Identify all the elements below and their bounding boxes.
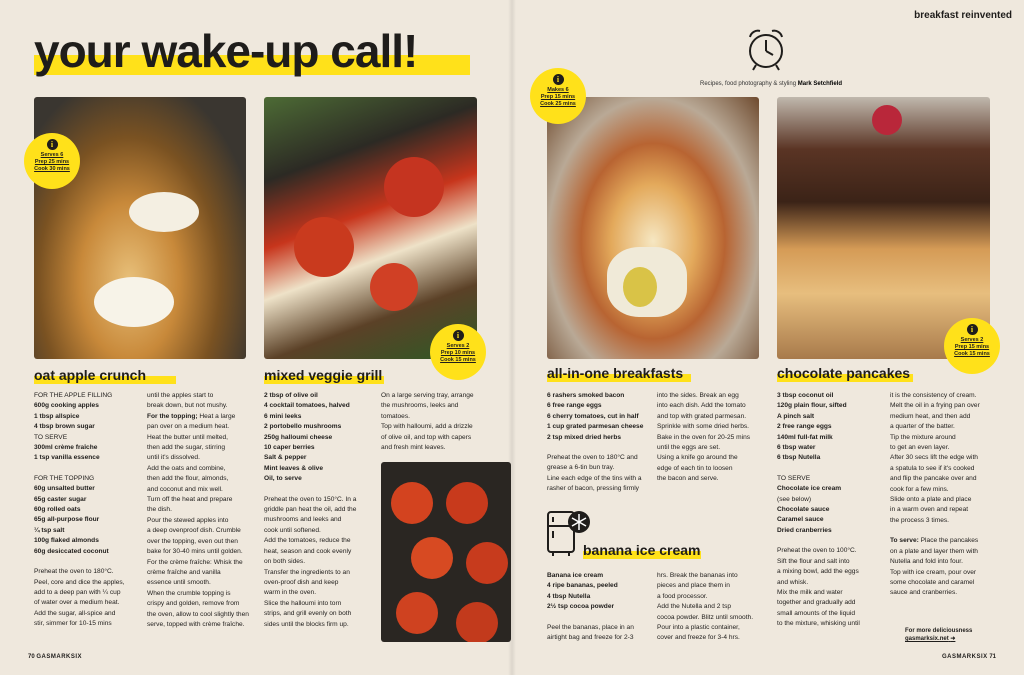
method-line: it is the consistency of cream. [890, 392, 977, 399]
info-icon: i [453, 330, 464, 341]
method-line: in a warm oven and repeat [890, 506, 969, 514]
badge-cook: Cook 15 mins [440, 357, 476, 364]
ingredient-line: 6 tbsp water [777, 444, 816, 452]
method-line: of water over a medium heat. [34, 599, 120, 607]
method-line: together and gradually add [777, 599, 856, 607]
ingredient-line: 600g cooking apples [34, 402, 99, 410]
method-line: Top with ice cream, pour over [890, 568, 977, 576]
method-line: stir, simmer for 10-15 mins [34, 620, 112, 628]
method-line: Using a knife go around the [657, 454, 738, 462]
ingredient-line: 4 tbsp brown sugar [34, 423, 95, 431]
line-gap [547, 613, 659, 623]
ingredient-line: Oil, to serve [264, 475, 302, 483]
method-line: a food processor. [657, 592, 708, 600]
ingredient-line: 4 ripe bananas, peeled [547, 582, 618, 590]
ingredient-line: 2½ tsp cocoa powder [547, 603, 615, 611]
recipe-column [34, 391, 146, 630]
recipe-column [777, 391, 889, 630]
credit-name: Mark Setchfield [797, 81, 843, 87]
ingredient-line: 1 tbsp allspice [34, 412, 80, 420]
lead-in: For the topping; [147, 412, 198, 420]
ingredient-line: 4 cocktail tomatoes, halved [264, 402, 350, 410]
method-line: bake for 30-40 mins until golden. [147, 548, 243, 556]
method-line: small amounts of the liquid [777, 609, 856, 617]
badge-makes: Makes 6 [547, 87, 569, 93]
method-line: of olive oil, and top with capers [381, 433, 472, 441]
page-number-left: 70 [28, 654, 35, 660]
method-line: crispy and golden, remove from [147, 600, 240, 608]
ingredient-line: 60g rolled oats [34, 506, 81, 514]
method-line: to the mixture, whisking until [777, 620, 860, 628]
method-line: cocoa powder. Blitz until smooth. [657, 613, 754, 621]
method-line: heat, season and cook evenly [264, 547, 352, 555]
lead-in: To serve: [890, 537, 919, 545]
ingredient-line: 65g caster sugar [34, 495, 87, 503]
method-line: some chocolate and caramel [890, 578, 975, 586]
method-line: Add the oats and combine, [147, 464, 226, 472]
ingredient-line: 1 tsp vanilla essence [34, 454, 100, 462]
badge-prep: Prep 25 mins [34, 159, 70, 166]
method-line: griddle pan heat the oil, add the [264, 506, 357, 514]
method-line: FOR THE TOPPING [34, 474, 95, 482]
method-line: strips, and grill evenly on both [264, 610, 352, 618]
method-line: the oven, allow to cool slightly then [147, 610, 249, 618]
method-line: and flip the pancake over and [890, 475, 977, 483]
ingredient-line: Banana ice cream [547, 572, 604, 579]
ingredient-line: 100g flaked almonds [34, 537, 99, 545]
method-line: Tip the mixture around [890, 433, 956, 441]
ingredient-line: 6 tbsp Nutella [777, 454, 821, 462]
method-line: Sprinkle with some dried herbs. [657, 423, 749, 431]
ingredient-line: 3 tbsp coconut oil [777, 392, 834, 399]
recipe-column [381, 391, 493, 453]
method-line: Preheat the oven to 150°C. In a [264, 495, 357, 503]
method-line: Bake in the oven for 20-25 mins [657, 433, 751, 441]
badge-prep: Prep 15 mins [540, 94, 576, 101]
method-line: TO SERVE [34, 433, 68, 441]
section-tag: breakfast reinvented [914, 10, 1012, 21]
method-line: Add the tomatoes, reduce the [264, 537, 351, 545]
info-icon: i [967, 324, 978, 335]
ingredient-line: 65g all-purpose flour [34, 516, 100, 524]
method-line: hrs. Break the bananas into [657, 572, 738, 579]
method-line: To serve: Place the pancakes [890, 537, 979, 545]
info-icon: i [47, 139, 58, 150]
method-line: into the sides. Break an egg [657, 392, 739, 399]
recipe-title-breakfast: all-in-one breakfasts [547, 365, 684, 381]
ingredient-line: 60g desiccated coconut [34, 547, 109, 555]
brand-logo: GASMARKSIX [941, 654, 988, 660]
website-link[interactable] [905, 635, 972, 643]
method-line: On a large serving tray, arrange [381, 392, 474, 399]
recipe-column [547, 391, 659, 495]
recipe-column [264, 391, 376, 630]
method-line: sauce and cranberries. [890, 589, 958, 597]
folio-right [942, 654, 996, 660]
ingredient-line: 6 rashers smoked bacon [547, 392, 625, 399]
method-line: Turn off the heat and prepare [147, 496, 233, 504]
method-line: on both sides. [264, 558, 306, 566]
badge-cook: Cook 30 mins [34, 166, 70, 173]
info-badge-oat [24, 133, 80, 189]
ingredient-line: 2 free range eggs [777, 423, 832, 431]
method-line: to get an even layer. [890, 444, 950, 452]
method-line: After 30 secs lift the edge with [890, 454, 978, 462]
method-line: then add the flour, almonds, [147, 475, 229, 483]
method-line: the dish. [147, 506, 172, 514]
method-line: Preheat the oven to 180°C. [34, 568, 114, 576]
info-icon: i [553, 74, 564, 85]
recipe-column [147, 391, 259, 630]
badge-serves: Serves 2 [446, 343, 470, 349]
method-line: Slide onto a plate and place [890, 496, 972, 504]
badge-serves: Serves 2 [960, 337, 984, 343]
method-line: rasher of bacon, pressing firmly [547, 485, 639, 493]
ingredient-line: Chocolate ice cream [777, 485, 842, 493]
ingredient-line: Caramel sauce [777, 516, 824, 524]
method-line: pieces and place them in [657, 582, 730, 590]
method-line: (see below) [777, 495, 812, 503]
photo-grilled-tomatoes [381, 462, 511, 642]
method-line: Preheat the oven to 180°C and [547, 454, 638, 462]
ingredient-line: A pinch salt [777, 412, 815, 420]
ingredient-line: Chocolate sauce [777, 506, 830, 514]
credit-prefix: Recipes, food photography & styling [700, 81, 797, 87]
recipe-column [657, 571, 769, 644]
ingredient-line: Salt & pepper [264, 454, 307, 462]
method-line: Heat the butter until melted, [147, 433, 229, 441]
line-gap [777, 536, 889, 546]
method-line: the process 3 times. [890, 516, 950, 524]
method-line: Preheat the oven to 100°C. [777, 547, 857, 555]
line-gap [890, 526, 1002, 536]
method-line: and top with grated parmesan. [657, 412, 747, 420]
photo-credit [700, 81, 842, 87]
method-line: For the topping; Heat a large [147, 412, 236, 420]
ingredient-line: 120g plain flour, sifted [777, 402, 847, 410]
method-line: a deep ovenproof dish. Crumble [147, 527, 241, 535]
method-line: Pour into a plastic container, [657, 624, 740, 632]
method-line: on a plate and layer them with [890, 547, 978, 555]
method-line: until it's dissolved. [147, 454, 200, 462]
method-line: sides until the blocks firm up. [264, 620, 349, 628]
ingredient-line: 4 tbsp Nutella [547, 592, 591, 600]
method-line: crème fraîche and vanilla [147, 568, 221, 576]
info-badge-breakfast [530, 68, 586, 124]
ingredient-line: 2 tsp mixed dried herbs [547, 433, 622, 441]
method-line: FOR THE APPLE FILLING [34, 392, 113, 399]
badge-cook: Cook 25 mins [540, 101, 576, 108]
method-line: grease a 6-tin bun tray. [547, 464, 615, 472]
page-number-right: 71 [989, 654, 996, 660]
recipe-column [657, 391, 769, 485]
method-line: medium heat, and then add [890, 412, 971, 420]
method-line: edge of each tin to loosen [657, 464, 733, 472]
method-line: Top with halloumi, add a drizzle [381, 423, 473, 431]
method-line: Melt the oil in a frying pan over [890, 402, 980, 410]
recipe-column [890, 391, 1002, 599]
method-line: until the eggs are set. [657, 444, 721, 452]
ingredient-line: 140ml full-fat milk [777, 433, 833, 441]
recipe-title-oat: oat apple crunch [34, 367, 147, 383]
photo-mixed-veggie-grill [264, 97, 477, 359]
method-line: Peel, core and dice the apples, [34, 578, 125, 586]
method-line: Pour the stewed apples into [147, 516, 229, 524]
method-line: break down, but not mushy. [147, 402, 228, 410]
ingredient-line: 60g unsalted butter [34, 485, 95, 493]
info-badge-veggie [430, 324, 486, 380]
method-line: cook until softened. [264, 526, 321, 534]
line-gap [264, 485, 376, 495]
method-line: When the crumble topping is [147, 589, 231, 597]
method-line: For the crème fraîche: Whisk the [147, 558, 243, 566]
ingredient-line: Dried cranberries [777, 526, 832, 534]
badge-cook: Cook 15 mins [954, 351, 990, 358]
brand-logo: GASMARKSIX [36, 654, 83, 660]
method-line: pan over on a medium heat. [147, 423, 230, 431]
method-line: Line each edge of the tins with a [547, 474, 642, 482]
method-line: the bacon and serve. [657, 475, 719, 483]
method-line: a mixing bowl, add the eggs [777, 568, 859, 576]
method-line: cook for a few mins. [890, 485, 949, 493]
method-line: Slice the halloumi into torn [264, 599, 342, 607]
ingredient-line: ¼ tsp salt [34, 526, 65, 534]
ingredient-line: 2 tbsp of olive oil [264, 392, 318, 399]
ingredient-line: 6 cherry tomatoes, cut in half [547, 412, 639, 420]
recipe-title-pancakes: chocolate pancakes [777, 365, 911, 381]
ingredient-line: Mint leaves & olive [264, 464, 323, 472]
line-gap [547, 443, 659, 453]
method-line: add to a deep pan with ¼ cup [34, 588, 121, 596]
method-line: a spatula to see if it's cooked [890, 464, 975, 472]
method-line: warm in the oven. [264, 589, 317, 597]
recipe-column [547, 571, 659, 643]
method-line: tomatoes. [381, 412, 410, 420]
photo-all-in-one-breakfasts [547, 97, 759, 359]
method-line: over the topping, even out then [147, 537, 238, 545]
folio-left [28, 654, 82, 660]
more-link-block [905, 627, 972, 643]
method-line: oven-proof dish and keep [264, 578, 339, 586]
recipe-title-veggie: mixed veggie grill [264, 367, 383, 383]
ingredient-line: 1 cup grated parmesan cheese [547, 423, 644, 431]
website-link-text: gasmarksix.net [905, 636, 949, 642]
alarm-clock-icon [742, 25, 790, 73]
method-line: Mix the milk and water [777, 588, 843, 596]
info-badge-pancakes [944, 318, 1000, 374]
method-line: Peel the bananas, place in an [547, 623, 634, 631]
ingredient-line: 10 caper berries [264, 444, 315, 452]
method-line: then add the sugar, stirring [147, 444, 226, 452]
method-line: essence until smooth. [147, 579, 211, 587]
line-gap [777, 464, 889, 474]
badge-prep: Prep 10 mins [440, 350, 476, 357]
method-line: until the apples start to [147, 392, 214, 399]
line-gap [34, 464, 146, 474]
recipe-title-banana: banana ice cream [583, 542, 701, 558]
badge-prep: Prep 15 mins [954, 344, 990, 351]
ingredient-line: 2 portobello mushrooms [264, 423, 342, 431]
method-line: Add the sugar, all-spice and [34, 609, 116, 617]
method-line: and whisk. [777, 578, 809, 586]
method-line: and coconut and mix well. [147, 485, 223, 493]
method-line: Transfer the ingredients to an [264, 568, 350, 576]
method-line: serve, topped with crème fraîche. [147, 620, 245, 628]
ingredient-line: 300ml crème fraîche [34, 444, 98, 452]
ingredient-line: 250g halloumi cheese [264, 433, 333, 441]
method-line: airtight bag and freeze for 2-3 [547, 634, 634, 642]
page-title: your wake-up call! [34, 25, 418, 77]
photo-chocolate-pancakes [777, 97, 990, 359]
method-line: Nutella and fold into four. [890, 558, 963, 566]
arrow-icon: ➜ [950, 636, 956, 642]
ingredient-line: 6 mini leeks [264, 412, 302, 420]
method-line: Sift the flour and salt into [777, 557, 850, 565]
ingredient-line: 6 free range eggs [547, 402, 602, 410]
method-line: cover and freeze for 3-4 hrs. [657, 634, 740, 642]
line-gap [34, 557, 146, 567]
method-line: into each dish. Add the tomato [657, 402, 746, 410]
method-line: TO SERVE [777, 474, 811, 482]
more-text: For more deliciousness [905, 628, 973, 634]
method-line: Add the Nutella and 2 tsp [657, 603, 732, 611]
badge-serves: Serves 6 [40, 152, 64, 158]
method-line: the mushrooms, leeks and [381, 402, 459, 410]
method-line: mushrooms and leeks and [264, 516, 342, 524]
method-line: a quarter of the batter. [890, 423, 955, 431]
method-line: and fresh mint leaves. [381, 444, 446, 452]
